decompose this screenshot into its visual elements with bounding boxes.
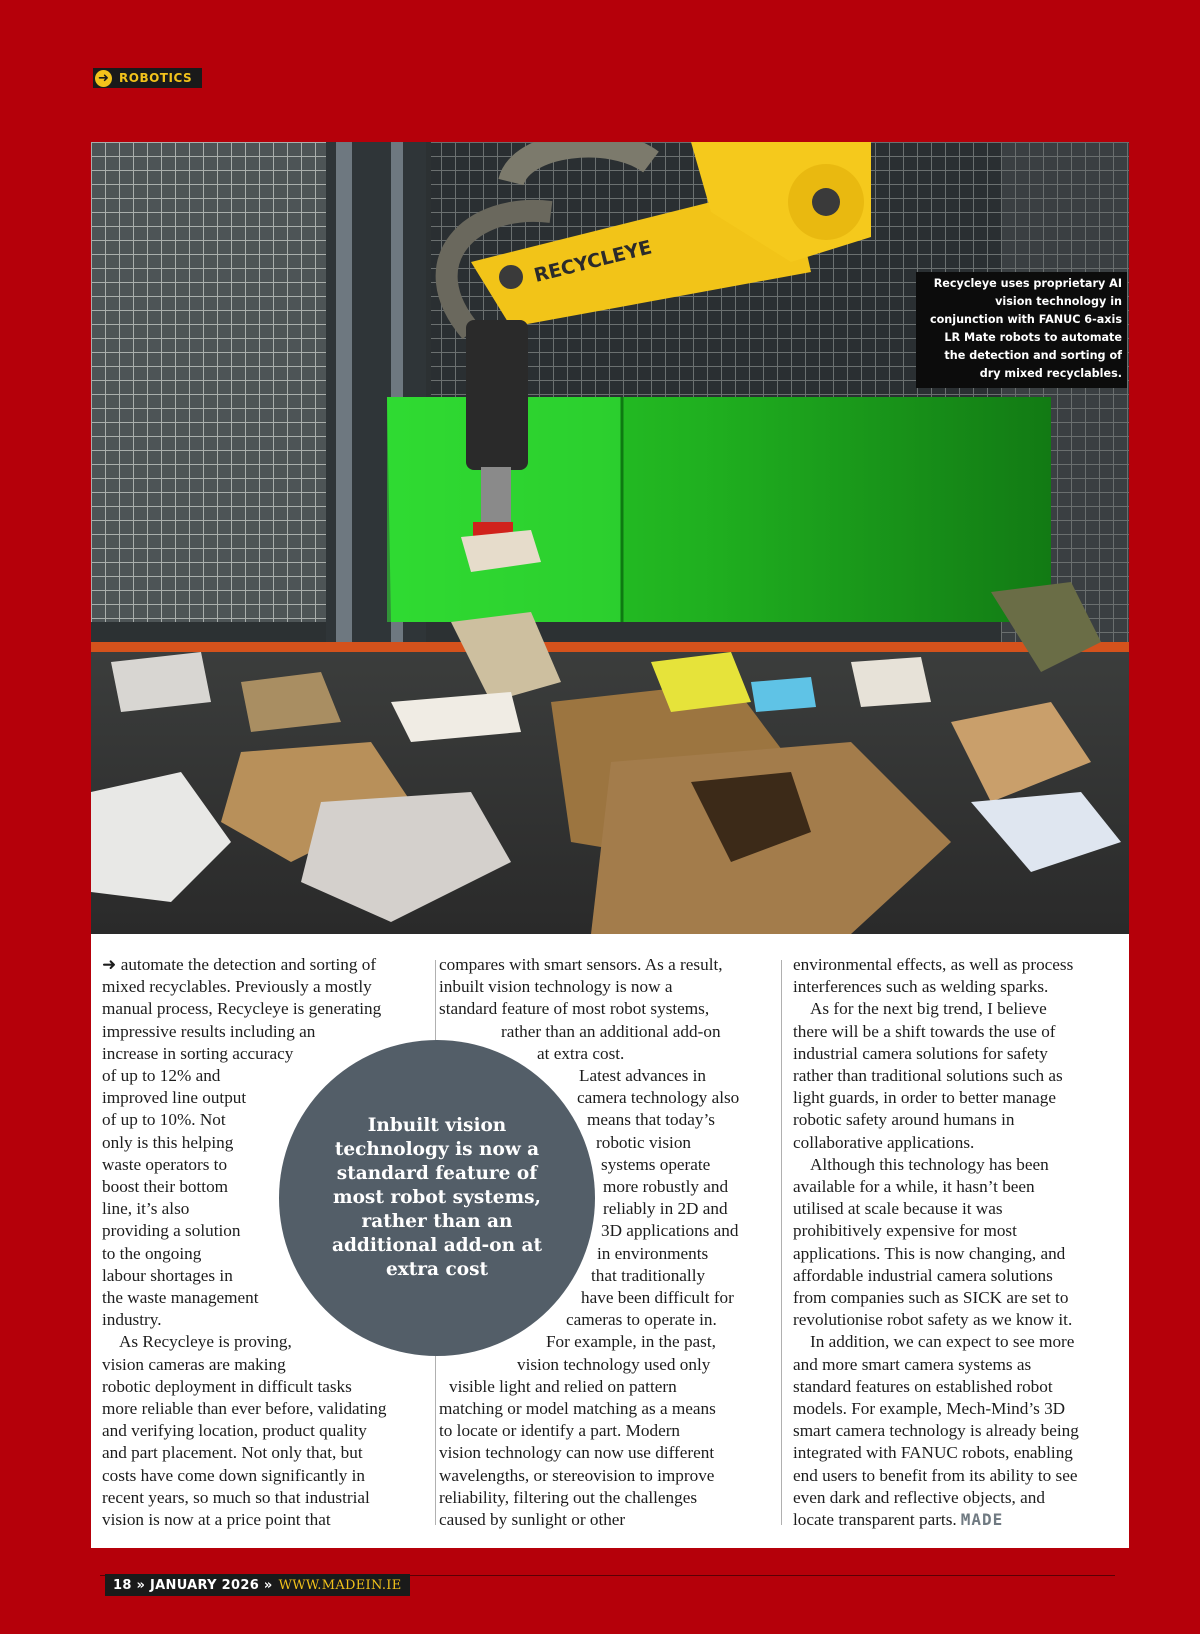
pull-quote: Inbuilt vision technology is now a standard feature of most robot systems, rather than an additional add-on at extra cost — [331, 1115, 542, 1280]
text-line: to locate or identify a part. Modern — [439, 1421, 681, 1441]
photo-caption: Recycleye uses proprietary AI vision technology in conjunction with FANUC 6-axis LR Mate robots to automate the detection and sorting of dry mixed recyclables. — [916, 272, 1127, 388]
text-line: and verifying location, product quality — [102, 1421, 367, 1441]
text-line: robotic vision — [596, 1132, 692, 1152]
text-line: standard feature of most robot systems, — [439, 999, 710, 1019]
text-line: wavelengths, or stereovision to improve — [439, 1465, 715, 1485]
text-line: interferences such as welding sparks. — [793, 977, 1049, 997]
text-line: standard features on established robot — [793, 1376, 1053, 1396]
column-divider — [781, 960, 782, 1525]
text-line: providing a solution — [102, 1221, 241, 1241]
text-line: matching or model matching as a means — [439, 1399, 716, 1419]
text-line: to the ongoing — [102, 1243, 202, 1263]
text-line: impressive results including an — [102, 1021, 316, 1041]
text-line: Although this technology has been — [810, 1154, 1049, 1174]
section-label: ROBOTICS — [119, 71, 193, 85]
text-line: increase in sorting accuracy — [102, 1043, 294, 1063]
page-number-date: 18 » JANUARY 2026 » — [113, 1577, 273, 1593]
text-line: only is this helping — [102, 1132, 234, 1152]
text-line: robotic deployment in difficult tasks — [102, 1376, 352, 1396]
section-tag — [93, 68, 202, 88]
text-line: 3D applications and — [601, 1221, 739, 1241]
text-line: and more smart camera systems as — [793, 1354, 1032, 1374]
text-line: manual process, Recycleye is generating — [102, 999, 382, 1019]
text-line: As for the next big trend, I believe — [810, 999, 1047, 1019]
text-line: vision technology can now use different — [439, 1443, 715, 1463]
text-line: available for a while, it hasn’t been — [793, 1177, 1035, 1197]
text-line: and part placement. Not only that, but — [102, 1443, 363, 1463]
arm-brand-label: RECYCLEYE — [531, 236, 655, 287]
text-line: boost their bottom — [102, 1177, 229, 1197]
website-link[interactable]: WWW.MADEIN.IE — [278, 1577, 402, 1593]
text-line: vision is now at a price point that — [102, 1510, 331, 1530]
text-line: ➜ automate the detection and sorting of — [102, 955, 377, 974]
text-line: For example, in the past, — [546, 1332, 716, 1352]
text-line: more reliable than ever before, validating — [102, 1399, 387, 1419]
text-line: robotic safety around humans in — [793, 1110, 1015, 1130]
text-line: prohibitively expensive for most — [793, 1221, 1017, 1241]
text-line: cameras to operate in. — [566, 1310, 717, 1330]
end-mark: MADE — [960, 1510, 1004, 1530]
text-line: compares with smart sensors. As a result, — [439, 955, 723, 974]
text-line: that traditionally — [591, 1265, 706, 1285]
text-line: revolutionise robot safety as we know it. — [793, 1310, 1073, 1330]
text-line: waste operators to — [102, 1154, 228, 1174]
text-line: labour shortages in — [102, 1265, 233, 1285]
text-line: the waste management — [102, 1288, 259, 1308]
text-line: at extra cost. — [537, 1043, 625, 1063]
recycling-robot-illustration — [91, 142, 1129, 934]
text-line: In addition, we can expect to see more — [810, 1332, 1075, 1352]
final-line-text: locate transparent parts. — [793, 1510, 957, 1530]
text-line: from companies such as SICK are set to — [793, 1288, 1069, 1308]
pull-quote-circle — [279, 1040, 595, 1356]
text-line: smart camera technology is already being — [793, 1421, 1079, 1441]
text-line: means that today’s — [587, 1110, 715, 1130]
text-line: there will be a shift towards the use of — [793, 1021, 1056, 1041]
text-line: recent years, so much so that industrial — [102, 1487, 370, 1507]
text-line: utilised at scale because it was — [793, 1199, 1003, 1219]
text-line: in environments — [597, 1243, 709, 1263]
text-line: models. For example, Mech-Mind’s 3D — [793, 1399, 1066, 1419]
text-line: Latest advances in — [579, 1066, 706, 1086]
text-line: affordable industrial camera solutions — [793, 1265, 1053, 1285]
text-line: caused by sunlight or other — [439, 1510, 626, 1530]
text-line: rather than traditional solutions such as — [793, 1066, 1063, 1086]
text-line: collaborative applications. — [793, 1132, 975, 1152]
text-line: As Recycleye is proving, — [119, 1332, 292, 1352]
text-line: more robustly and — [603, 1177, 729, 1197]
text-line: mixed recyclables. Previously a mostly — [102, 977, 372, 997]
text-line: visible light and relied on pattern — [449, 1376, 677, 1396]
text-line: integrated with FANUC robots, enabling — [793, 1443, 1073, 1463]
text-line: environmental effects, as well as process — [793, 955, 1074, 974]
text-line: light guards, in order to better manage — [793, 1088, 1056, 1108]
text-line-final — [793, 1509, 1123, 1531]
text-line: systems operate — [601, 1154, 711, 1174]
text-line: vision cameras are making — [102, 1354, 286, 1374]
arrow-right-circle-icon: ➜ — [95, 70, 112, 87]
text-line: costs have come down significantly in — [102, 1465, 366, 1485]
text-line: of up to 10%. Not — [102, 1110, 226, 1130]
page-footer — [105, 1574, 410, 1596]
text-line: rather than an additional add-on — [501, 1021, 721, 1041]
text-line: applications. This is now changing, and — [793, 1243, 1066, 1263]
text-line: vision technology used only — [517, 1354, 711, 1374]
article-body — [91, 934, 1129, 1548]
text-line: reliability, filtering out the challenges — [439, 1487, 698, 1507]
text-line: line, it’s also — [102, 1199, 190, 1219]
text-line: even dark and reflective objects, and — [793, 1487, 1045, 1507]
text-line: industrial camera solutions for safety — [793, 1043, 1048, 1063]
feature-photo — [91, 142, 1129, 934]
text-line: inbuilt vision technology is now a — [439, 977, 673, 997]
article-column-3 — [793, 954, 1123, 1531]
text-line: end users to benefit from its ability to see — [793, 1465, 1078, 1485]
text-line: camera technology also — [577, 1088, 740, 1108]
text-line: have been difficult for — [581, 1288, 734, 1308]
text-line: of up to 12% and — [102, 1066, 221, 1086]
text-line: reliably in 2D and — [603, 1199, 728, 1219]
text-line: industry. — [102, 1310, 162, 1330]
text-line: improved line output — [102, 1088, 247, 1108]
